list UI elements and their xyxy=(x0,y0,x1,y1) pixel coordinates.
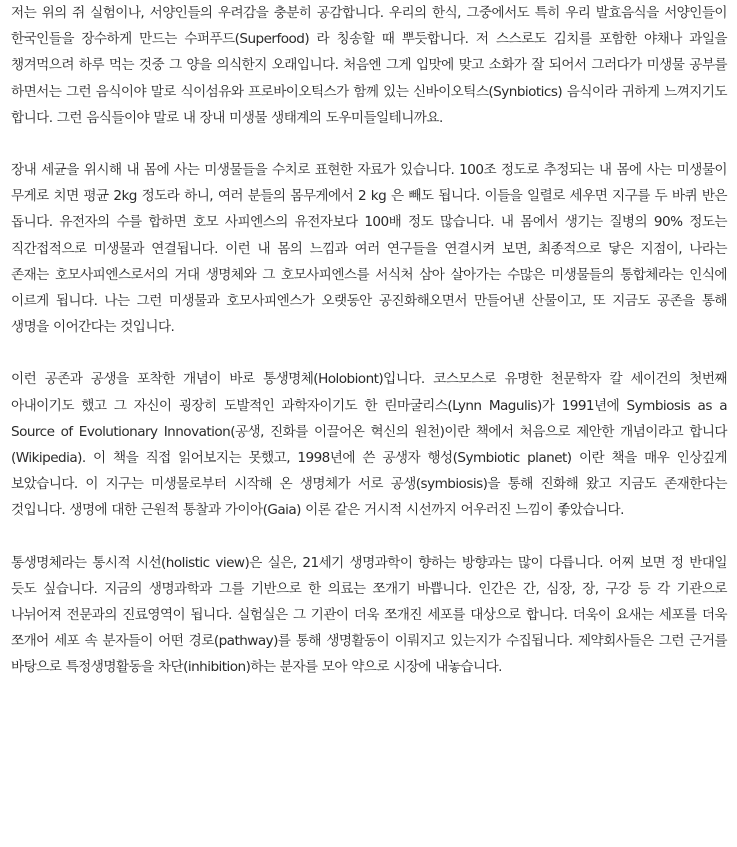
article-body xyxy=(11,0,727,681)
paragraph-4: 통생명체라는 통시적 시선(holistic view)은 실은, 21세기 생명과학이 향하는 방향과는 많이 다릅니다. 어찌 보면 정 반대일 듯도 싶습니다. 지금의 생명과학과 그를 기반으로 한 의료는 쪼개기 바쁩니다. 인간은 간, 심장, 장, 구강 등 각 기관으로 나뉘어져 전문과의 진료영역이 됩니다. 실험실은 그 기관이 더욱 쪼개진 세포를 대상으로 합니다. 더욱이 요새는 세포를 더욱 쪼개어 세포 속 분자들이 어떤 경로(pathway)를 통해 생명활동이 이뤄지고 있는지가 수집됩니다. 제약회사들은 그런 근거를 바탕으로 특정생명활동을 차단(inhibition)하는 분자를 모아 약으로 시장에 내놓습니다. xyxy=(11,554,727,676)
paragraph-1: 저는 위의 쥐 실험이나, 서양인들의 우려감을 충분히 공감합니다. 우리의 한식, 그중에서도 특히 우리 발효음식을 서양인들이 한국인들을 장수하게 만드는 수퍼푸드(Superfood) 라 칭송할 때 뿌듯합니다. 저 스스로도 김치를 포함한 야채나 과일을 챙겨먹으려 하루 먹는 것중 그 양을 의식한지 오래입니다. 처음엔 그게 입맛에 맞고 소화가 잘 되어서 그러다가 미생물 공부를 하면서는 그런 음식이야 말로 식이섬유와 프로바이오틱스가 함께 있는 신바이오틱스(Synbiotics) 음식이라 귀하게 느껴지기도 합니다. 그런 음식들이야 말로 내 장내 미생물 생태계의 도우미들일테니까요. xyxy=(11,5,727,126)
paragraph-2: 장내 세균을 위시해 내 몸에 사는 미생물들을 수치로 표현한 자료가 있습니다. 100조 정도로 추정되는 내 몸에 사는 미생물이 무게로 치면 평균 2kg 정도라 하니, 여러 분들의 몸무게에서 2 kg 은 빼도 됩니다. 이들을 일렬로 세우면 지구를 두 바퀴 반은 돕니다. 유전자의 수를 합하면 호모 사피엔스의 유전자보다 100배 정도 많습니다. 내 몸에서 생기는 질병의 90% 정도는 직간접적으로 미생물과 연결됩니다. 이런 내 몸의 느낌과 여러 연구들을 연결시켜 보면, 최종적으로 닿은 지점이, 나라는 존재는 호모사피엔스로서의 거대 생명체와 그 호모사피엔스를 서식처 삼아 살아가는 수많은 미생물들의 통합체라는 인식에 이르게 됩니다. 나는 그런 미생물과 호모사피엔스가 오랫동안 공진화해오면서 만들어낸 산물이고, 또 지금도 공존을 통해 생명을 이어간다는 것입니다. xyxy=(11,162,727,336)
paragraph-3: 이런 공존과 공생을 포착한 개념이 바로 통생명체(Holobiont)입니다. 코스모스로 유명한 천문학자 칼 세이건의 첫번째 아내이기도 했고 그 자신이 굉장히 도발적인 과학자이기도 한 린마굴리스(Lynn Magulis)가 1991년에 Symbiosis as a Source of Evolutionary Innovation(공생, 진화를 이끌어온 혁신의 원천)이란 책에서 처음으로 제안한 개념이라고 합니다(Wikipedia). 이 책을 직접 읽어보지는 못했고, 1998년에 쓴 공생자 행성(Symbiotic planet) 이란 책을 매우 인상깊게 보았습니다. 이 지구는 미생물로부터 시작해 온 생명체가 서로 공생(symbiosis)을 통해 진화해 왔고 지금도 존재한다는 것입니다. 생명에 대한 근원적 통찰과 가이아(Gaia) 이론 같은 거시적 시선까지 어우러진 느낌이 좋았습니다. xyxy=(11,371,727,519)
